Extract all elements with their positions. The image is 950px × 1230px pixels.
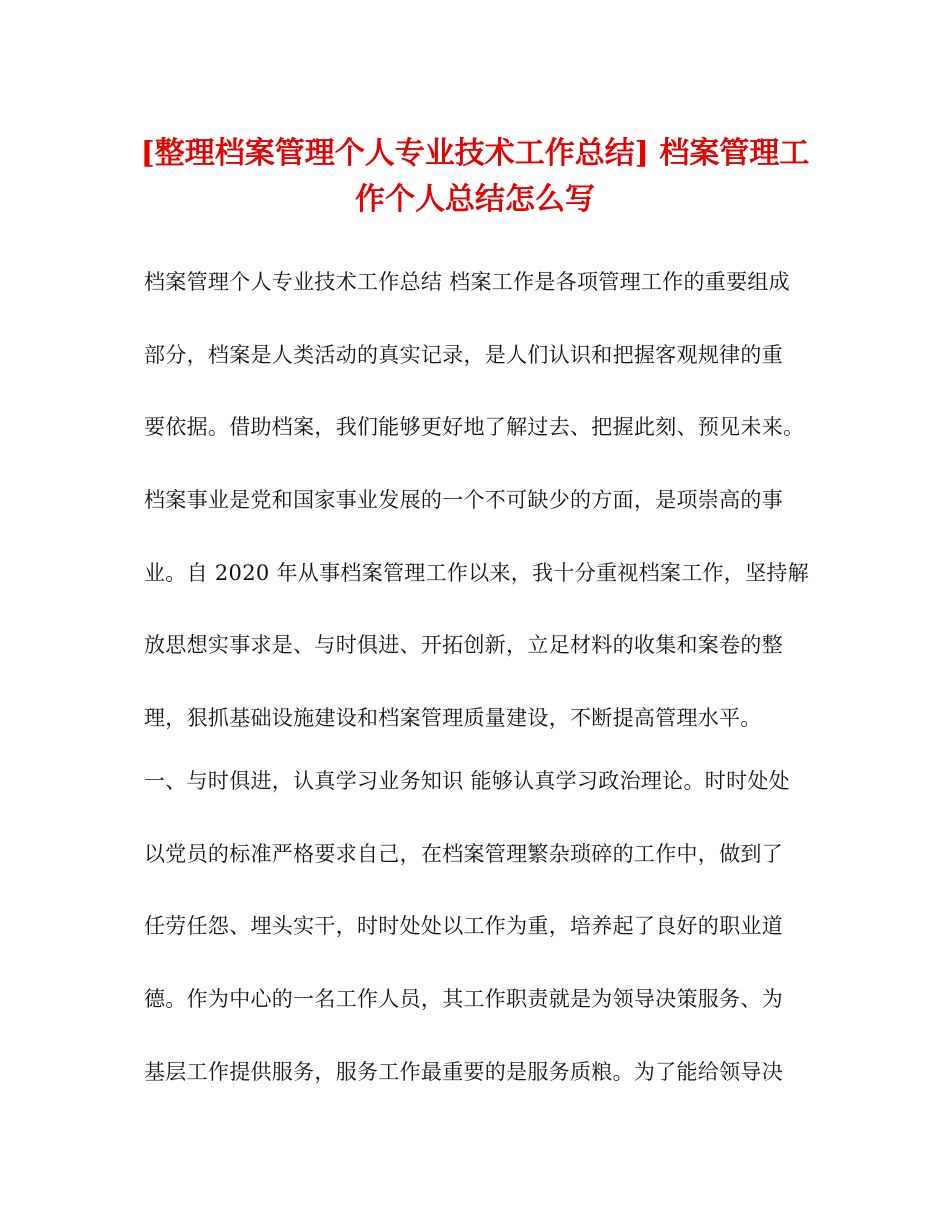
body-line-2: 部分，档案是人类活动的真实记录，是人们认识和把握客观规律的重	[144, 343, 783, 367]
document-title-line-1: [整理档案管理个人专业技术工作总结] 档案管理工	[140, 136, 810, 171]
body-line-11: 德。作为中心的一名工作人员，其工作职责就是为领导决策服务、为	[144, 987, 783, 1011]
document-title-line-2: 作个人总结怎么写	[355, 182, 595, 217]
body-line-6: 放思想实事求是、与时俱进、开拓创新，立足材料的收集和案卷的整	[144, 633, 783, 657]
body-line-5: 业。自 2020 年从事档案管理工作以来，我十分重视档案工作，坚持解	[144, 561, 809, 585]
body-line-3: 要依据。借助档案，我们能够更好地了解过去、把握此刻、预见未来。	[144, 415, 805, 439]
body-line-10: 任劳任怨、埋头实干，时时处处以工作为重，培养起了良好的职业道	[144, 914, 783, 938]
body-line-7: 理，狠抓基础设施建设和档案管理质量建设，不断提高管理水平。	[144, 706, 762, 730]
body-line-9: 以党员的标准严格要求自己，在档案管理繁杂琐碎的工作中，做到了	[144, 842, 783, 866]
body-line-8: 一、与时俱进，认真学习业务知识 能够认真学习政治理论。时时处处	[144, 769, 790, 793]
body-line-1: 档案管理个人专业技术工作总结 档案工作是各项管理工作的重要组成	[144, 270, 790, 294]
body-line-4: 档案事业是党和国家事业发展的一个不可缺少的方面，是项崇高的事	[144, 488, 783, 512]
body-line-12: 基层工作提供服务，服务工作最重要的是服务质粮。为了能给领导决	[144, 1060, 783, 1084]
